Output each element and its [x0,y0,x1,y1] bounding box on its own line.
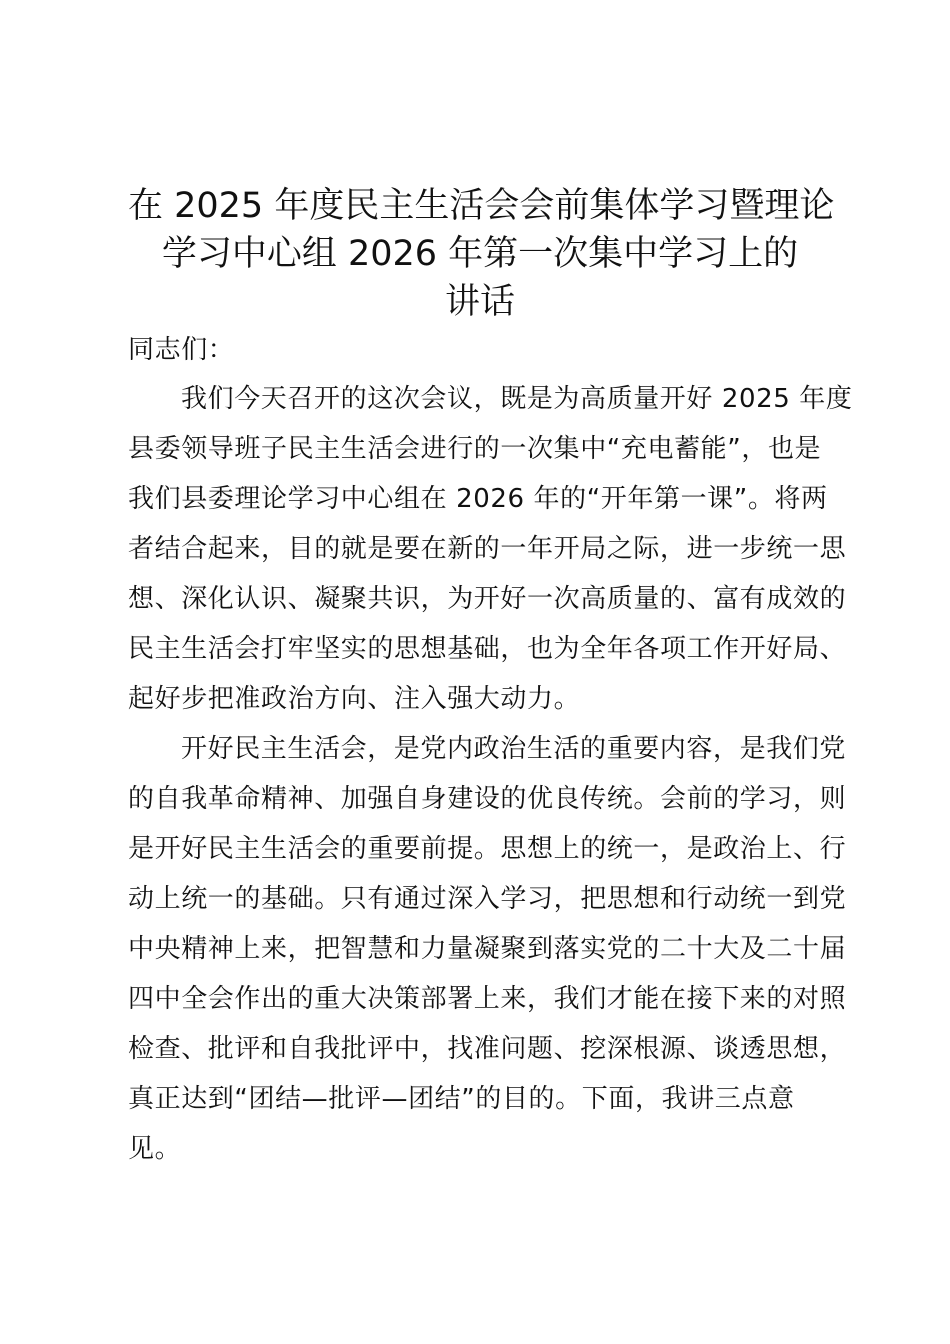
paragraph-line: 起好步把准政治方向、注入强大动力。 [128,684,581,714]
paragraph-line: 四中全会作出的重大决策部署上来，我们才能在接下来的对照 [128,984,847,1014]
salutation: 同志们： [128,335,235,365]
paragraph-line: 民主生活会打牢坚实的思想基础，也为全年各项工作开好局、 [128,634,847,664]
paragraph-2 [128,724,847,1174]
document-page [128,182,853,1174]
paragraph-1 [128,374,853,724]
title-line: 在 2025 年度民主生活会会前集体学习暨理论 [128,186,835,226]
paragraph-line: 动上统一的基础。只有通过深入学习，把思想和行动统一到党 [128,884,847,914]
title-line: 学习中心组 2026 年第一次集中学习上的 [161,234,799,274]
paragraph-line: 我们县委理论学习中心组在 2026 年的“开年第一课”。将两 [128,484,828,514]
paragraph-line: 想、深化认识、凝聚共识，为开好一次高质量的、富有成效的 [128,584,847,614]
paragraph-line: 的自我革命精神、加强自身建设的优良传统。会前的学习，则 [128,784,847,814]
paragraph-line: 县委领导班子民主生活会进行的一次集中“充电蓄能”，也是 [128,434,822,464]
paragraph-line: 我们今天召开的这次会议，既是为高质量开好 2025 年度 [181,384,853,414]
document-title [128,182,835,326]
paragraph-line: 真正达到“团结—批评—团结”的目的。下面，我讲三点意 [128,1084,795,1114]
paragraph-line: 检查、批评和自我批评中，找准问题、挖深根源、谈透思想， [128,1034,847,1064]
paragraph-line: 者结合起来，目的就是要在新的一年开局之际，进一步统一思 [128,534,847,564]
paragraph-line: 见。 [128,1134,182,1164]
title-line: 讲话 [444,282,515,322]
paragraph-line: 开好民主生活会，是党内政治生活的重要内容，是我们党 [181,734,847,764]
paragraph-line: 是开好民主生活会的重要前提。思想上的统一，是政治上、行 [128,834,847,864]
paragraph-line: 中央精神上来，把智慧和力量凝聚到落实党的二十大及二十届 [128,934,847,964]
